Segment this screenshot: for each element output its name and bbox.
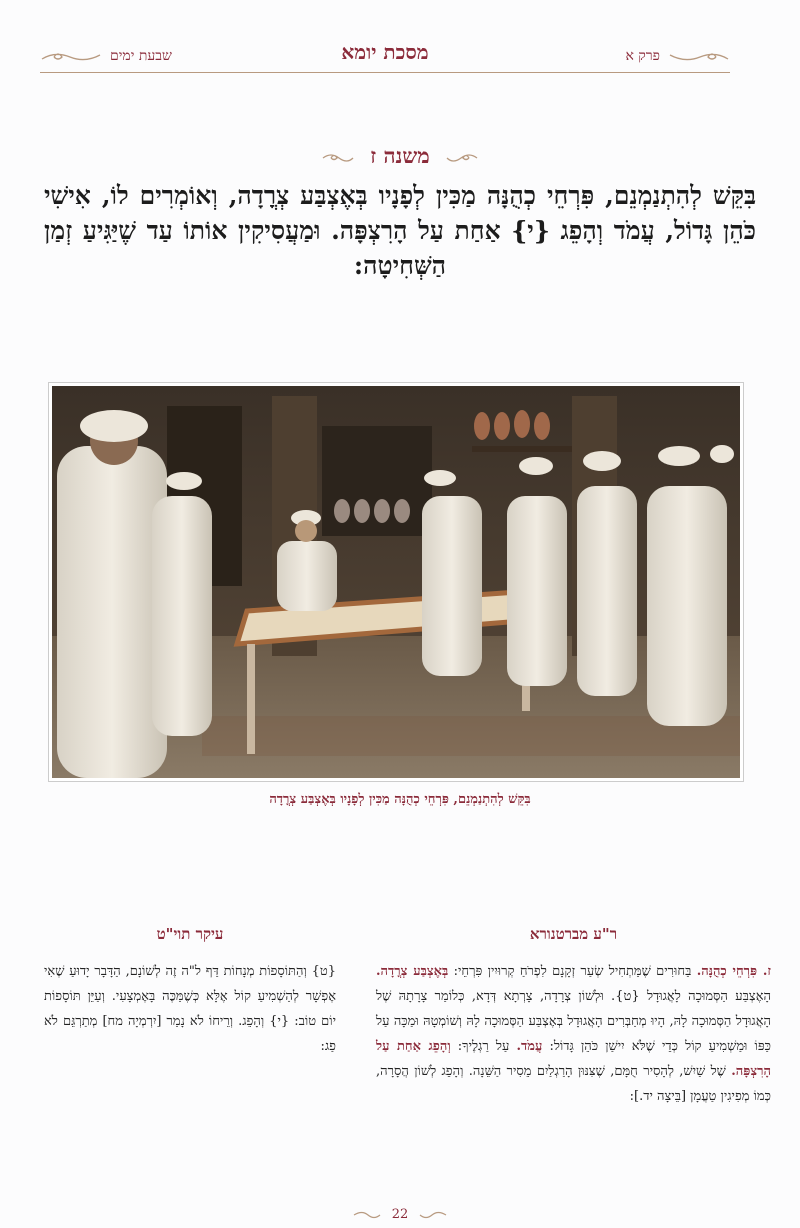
bartenura-text bbox=[376, 959, 771, 1109]
commentary-text: בַּחוּרִים שֶׁמַּתְחִיל שְׂעַר זְקָנָם לִפְרֹחַ קְרוּיִין פִּרְחֵי: bbox=[448, 964, 697, 979]
commentary-text: שֶׁל שַׁיִשׁ, לְהָסִיר חֻמָּם, שֶׁצִּנּוּן הָרַגְלַיִם מֵסִיר הַשֵּׁנָה. וְהָפֵג לְשׁוֹן הֲסָרָה, כְּמוֹ מְפִיגִין טַעֲמָן [בֵּיצָה יד.]: bbox=[376, 1064, 771, 1104]
mishna-heading-text: משנה ז bbox=[370, 143, 430, 168]
lemma: בְּאֶצְבַּע צְרֳדָה. bbox=[376, 964, 449, 979]
commentary-text: עַל רַגְלֶיךָ: bbox=[450, 1039, 517, 1054]
book-name: שבעת ימים bbox=[110, 48, 172, 64]
bartenura-column bbox=[376, 922, 771, 1109]
tractate-title: מסכת יומא bbox=[341, 40, 429, 64]
flourish-right-icon bbox=[668, 49, 730, 65]
lemma: עֲמֹד. bbox=[516, 1039, 543, 1054]
flourish-icon bbox=[321, 151, 355, 165]
page-number bbox=[0, 1207, 800, 1222]
ikar-tosfot-yom-tov-column bbox=[44, 922, 336, 1059]
flourish-icon bbox=[352, 1210, 382, 1220]
running-head-right bbox=[625, 48, 730, 65]
flourish-icon bbox=[445, 151, 479, 165]
illustration-photo bbox=[49, 383, 743, 781]
ikar-title: עיקר תוי"ט bbox=[156, 925, 224, 943]
bartenura-title: ר"ע מברטנורא bbox=[529, 925, 618, 943]
commentary-text: הָאֶצְבַּע הַסְּמוּכָה לָאֲגוּדָל {ט}. וּלְשׁוֹן צְרָדָה, צָרְתָא דְּדָא, כְּלוֹמַר צָרָתָהּ שֶׁל הָאֲגוּדָל הַסְּמוּכָה לָהּ, הָיוּ מְחַבְּרִים הָאֲגוּדָל בְּאֶצְבַּע הַסְּמוּכָה לָהּ וְשׁוֹמְטָהּ וּמַכָּה עַל כַּפּוֹ וּמַשְׁמִיעַ קוֹל כְּדֵי שֶׁלֹּא יִישַׁן כֹּהֵן גָּדוֹל: bbox=[376, 989, 771, 1054]
mishna-text: בִּקֵּשׁ לְהִתְנַמְנֵם, פִּרְחֵי כְהֻנָּה מַכִּין לְפָנָיו בְּאֶצְבַּע צְרֳדָה, וְאוֹמְרִים לוֹ, אִישִׁי כֹּהֵן גָּדוֹל, עֲמֹד וְהָפֵג {י} אַחַת עַל הָרִצְפָּה. וּמַעֲסִיקִין אוֹתוֹ עַד שֶׁיַּגִּיעַ זְמַן הַשְּׁחִיטָה: bbox=[44, 181, 756, 280]
lemma: ז. פִּרְחֵי כְהֻנָּה. bbox=[696, 964, 772, 979]
flourish-icon bbox=[418, 1210, 448, 1220]
chapter-label: פרק א bbox=[625, 48, 660, 64]
image-caption: בִּקֵּשׁ לְהִתְנַמְנֵם, פִּרְחֵי כְהֻנָּה מַכִּין לְפָנָיו בְּאֶצְבַּע צְרֳדָה bbox=[269, 792, 531, 807]
running-head bbox=[40, 38, 730, 73]
page-number-text: 22 bbox=[391, 1207, 409, 1222]
mishna-heading bbox=[0, 143, 800, 169]
lemma: וְהָפֵג אַחַת עַל הָרִצְפָּה. bbox=[376, 1039, 771, 1079]
ikar-text: {ט} וְהַתּוֹסָפוֹת מְנָחוֹת דַּף ל"ה זֶה לְשׁוֹנָם, הַדָּבָר יָדוּעַ שֶׁאִי אֶפְשָׁר לְהַשְׁמִיעַ קוֹל אֶלָּא כְּשֶׁמַּכֶּה בָּאֶמְצָעִי. וְעַיֵּן תּוֹסָפוֹת יוֹם טוֹב: {י} וְהָפֵג. וְרֵיחוֹ לֹא נָמַר [יִרְמְיָה מח] מְתַרְגֵּם לֹא פַג: bbox=[44, 964, 336, 1054]
